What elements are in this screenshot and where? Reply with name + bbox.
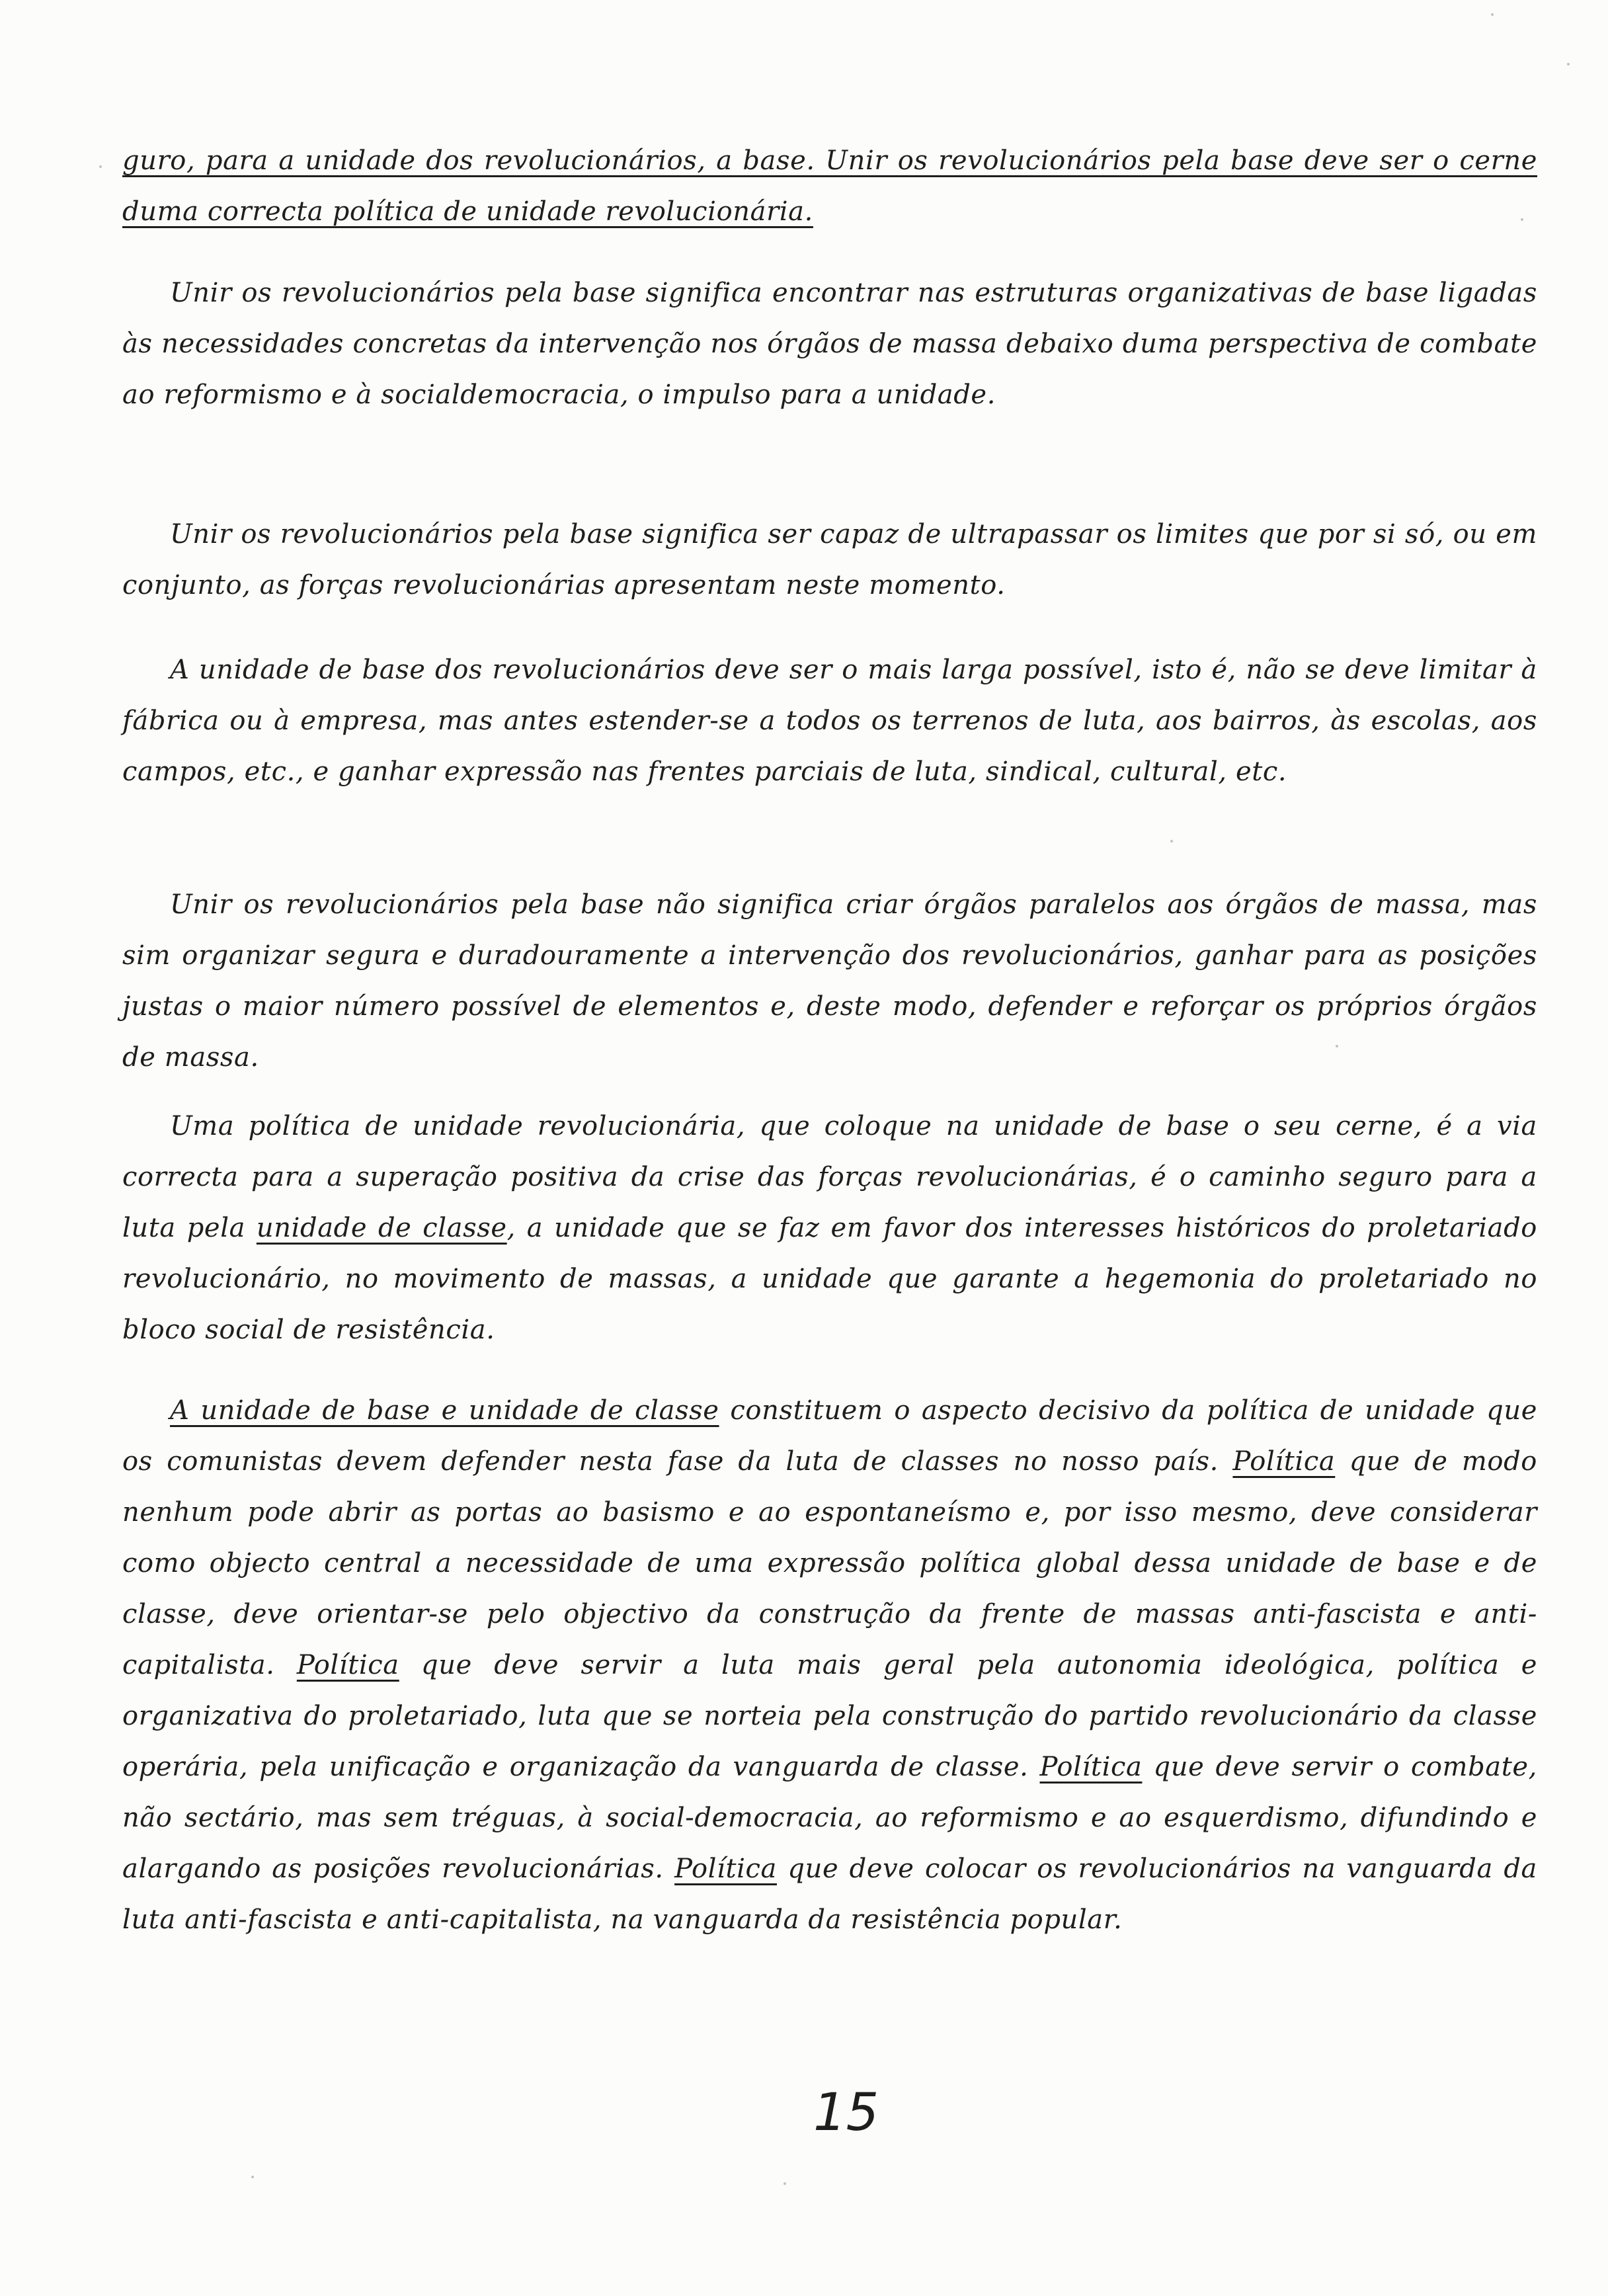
paragraph-text: constituem o aspecto decisivo da política de unidade que os comunistas devem defender nesta fase da luta de classes no nosso país. (122, 1395, 1537, 1477)
body-p4 (122, 880, 1537, 1083)
paragraph-unidade-base-classe (122, 1385, 1537, 1946)
scan-speck (784, 2182, 786, 2185)
paragraph-text: que deve colocar os revolucionários na vanguarda da luta anti-fascista e anti-capitalista, na vanguarda da resistência popular. (122, 1854, 1537, 1935)
scan-speck (251, 2176, 254, 2178)
paragraph-text: que deve servir a luta mais geral pela autonomia ideológica, política e organizativa do proletariado, luta que se norteia pela construção do partido revolucionário da classe operária, pela unificação e organização da vanguarda de classe. (122, 1650, 1537, 1782)
body-p2 (122, 509, 1537, 611)
scan-speck (99, 165, 102, 168)
paragraph-text: A unidade de base dos revolucionários deve ser o mais larga possível, isto é, não se deve limitar à fábrica ou à empresa, mas antes estender-se a todos os terrenos de luta, aos bairros, às escolas, aos campos, etc., e ganhar expressão nas frentes parciais de luta, sindical, cultural, etc. (122, 655, 1537, 787)
underlined-text: Política (674, 1854, 777, 1884)
scan-speck (1491, 13, 1494, 16)
paragraph-orgaos-paralelos (122, 880, 1537, 1083)
paragraph-unir-limites (122, 509, 1537, 611)
body-p5 (122, 1101, 1537, 1356)
paragraph-unir-estruturas (122, 268, 1537, 421)
paragraph-text: Unir os revolucionários pela base não significa criar órgãos paralelos aos órgãos de massa, mas sim organizar segura e duradouramente a intervenção dos revolucionários, ganhar para as posições justas o maior número possível de elementos e, deste modo, defender e reforçar os próprios órgãos de massa. (122, 889, 1537, 1073)
paragraph-text: Unir os revolucionários pela base significa ser capaz de ultrapassar os limites que por si só, ou em conjunto, as forças revolucionárias apresentam neste momento. (122, 519, 1537, 600)
body-p3 (122, 645, 1537, 798)
underlined-text: Política (1232, 1446, 1336, 1477)
underlined-text: A unidade de base e unidade de classe (170, 1395, 719, 1426)
body-p6 (122, 1385, 1537, 1946)
page-number: 15 (813, 2083, 879, 2143)
underlined-text: guro, para a unidade dos revolucionários, a base. Unir os revolucionários pela base deve ser o cerne duma correcta política de unidade revolucionária. (122, 145, 1537, 227)
paragraph-text: , a unidade que se faz em favor dos interesses históricos do proletariado revolucionário, no movimento de massas, a unidade que garante a hegemonia do proletariado no bloco social de resistência. (122, 1213, 1537, 1345)
underlined-text: Política (296, 1650, 399, 1680)
paragraph-text: que de modo nenhum pode abrir as portas ao basismo e ao espontaneísmo e, por isso mesmo, deve considerar como objecto central a necessidade de uma expressão política global dessa unidade de base e de classe, deve orientar-se pelo objectivo da construção da frente de massas anti-fascista e anti-capitalista. (122, 1446, 1537, 1680)
scan-speck (1336, 1045, 1338, 1047)
paragraph-text: Uma política de unidade revolucionária, que coloque na unidade de base o seu cerne, é a via correcta para a superação positiva da crise das forças revolucionárias, é o caminho seguro para a luta pela (122, 1111, 1537, 1243)
underlined-text: Política (1039, 1752, 1143, 1782)
scan-speck (1170, 840, 1173, 842)
paragraph-opening (122, 136, 1537, 237)
scan-speck (1521, 218, 1523, 221)
paragraph-text: Unir os revolucionários pela base significa encontrar nas estruturas organizativas de base ligadas às necessidades concretas da intervenção nos órgãos de massa debaixo duma perspectiva de combate ao reformismo e à socialdemocracia, o impulso para a unidade. (122, 278, 1537, 410)
paragraph-text: que deve servir o combate, não sectário, mas sem tréguas, à social-democracia, ao reformismo e ao esquerdismo, difundindo e alargando as posições revolucionárias. (122, 1752, 1537, 1884)
body-p0 (122, 136, 1537, 237)
scan-speck (1567, 63, 1570, 65)
underlined-text: unidade de classe (256, 1213, 507, 1243)
paragraph-politica-unidade (122, 1101, 1537, 1356)
body-p1 (122, 268, 1537, 421)
paragraph-unidade-larga (122, 645, 1537, 798)
